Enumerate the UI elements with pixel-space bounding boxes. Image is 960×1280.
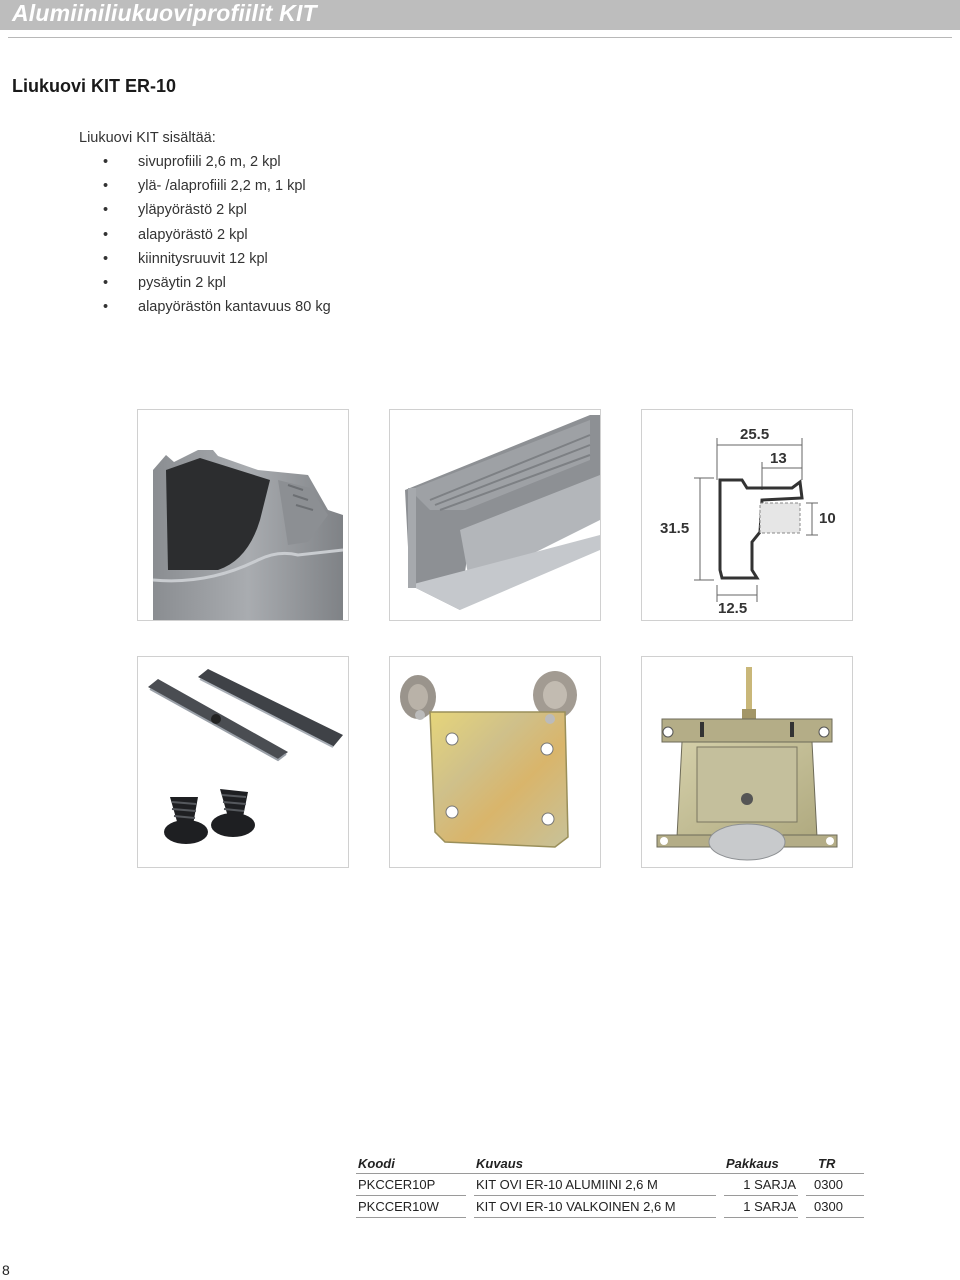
- top-bottom-profile-image: [390, 410, 600, 620]
- upper-roller-image: [390, 657, 600, 867]
- kit-contents-list: [79, 152, 331, 321]
- list-item: • alapyörästö 2 kpl: [103, 226, 248, 243]
- side-profile-image: [138, 410, 348, 620]
- cell-code: PKCCER10P: [356, 1174, 466, 1196]
- dimension-drawing: [642, 410, 852, 620]
- profile-technical-drawing: [641, 409, 853, 621]
- list-item: • ylä- /alaprofiili 2,2 m, 1 kpl: [103, 178, 306, 195]
- lower-roller-image: [642, 657, 852, 867]
- dimension-lip: 10: [819, 510, 836, 527]
- dimension-height: 31.5: [660, 520, 690, 537]
- list-item: • alapyörästön kantavuus 80 kg: [103, 299, 331, 316]
- section-title: Liukuovi KIT ER-10: [12, 76, 177, 96]
- product-table: [356, 1153, 864, 1218]
- column-header-description: Kuvaus: [476, 1155, 523, 1171]
- list-item: • yläpyörästö 2 kpl: [103, 202, 247, 219]
- header-rule: [8, 37, 952, 38]
- dimension-inner: 13: [770, 450, 787, 467]
- bullet-icon: •: [103, 154, 109, 170]
- bullet-icon: •: [103, 274, 109, 291]
- list-item: • kiinnitysruuvit 12 kpl: [103, 250, 268, 267]
- cell-tr: 0300: [806, 1174, 864, 1196]
- dimension-base: 12.5: [718, 600, 748, 617]
- cell-package: 1 SARJA: [724, 1174, 798, 1196]
- bullet-icon: •: [103, 178, 109, 195]
- stoppers-and-screws-photo: [137, 656, 349, 868]
- bullet-icon: •: [103, 226, 109, 243]
- lower-roller-photo: [641, 656, 853, 868]
- column-header-code: Koodi: [358, 1155, 395, 1171]
- column-header-package: Pakkaus: [726, 1155, 779, 1171]
- table-header-row: [356, 1153, 864, 1174]
- bullet-icon: •: [103, 299, 109, 316]
- column-header-tr: TR: [818, 1155, 836, 1171]
- table-row: [356, 1196, 864, 1218]
- cell-code: PKCCER10W: [356, 1196, 466, 1218]
- list-item: • sivuprofiili 2,6 m, 2 kpl: [103, 154, 281, 170]
- list-item: • pysäytin 2 kpl: [103, 274, 226, 291]
- kit-contents-intro: Liukuovi KIT sisältää:: [79, 130, 216, 146]
- dimension-width: 25.5: [740, 426, 770, 443]
- upper-roller-photo: [389, 656, 601, 868]
- stoppers-screws-image: [138, 657, 348, 867]
- page-number: 8: [2, 1262, 10, 1278]
- cell-tr: 0300: [806, 1196, 864, 1218]
- cell-package: 1 SARJA: [724, 1196, 798, 1218]
- page-header-title: Alumiiniliukuoviprofiilit KIT: [12, 0, 317, 26]
- cell-description: KIT OVI ER-10 ALUMIINI 2,6 M: [474, 1174, 716, 1196]
- bullet-icon: •: [103, 250, 109, 267]
- side-profile-photo: [137, 409, 349, 621]
- top-bottom-profile-photo: [389, 409, 601, 621]
- header-band: [0, 0, 960, 30]
- cell-description: KIT OVI ER-10 VALKOINEN 2,6 M: [474, 1196, 716, 1218]
- bullet-icon: •: [103, 202, 109, 219]
- table-row: [356, 1174, 864, 1196]
